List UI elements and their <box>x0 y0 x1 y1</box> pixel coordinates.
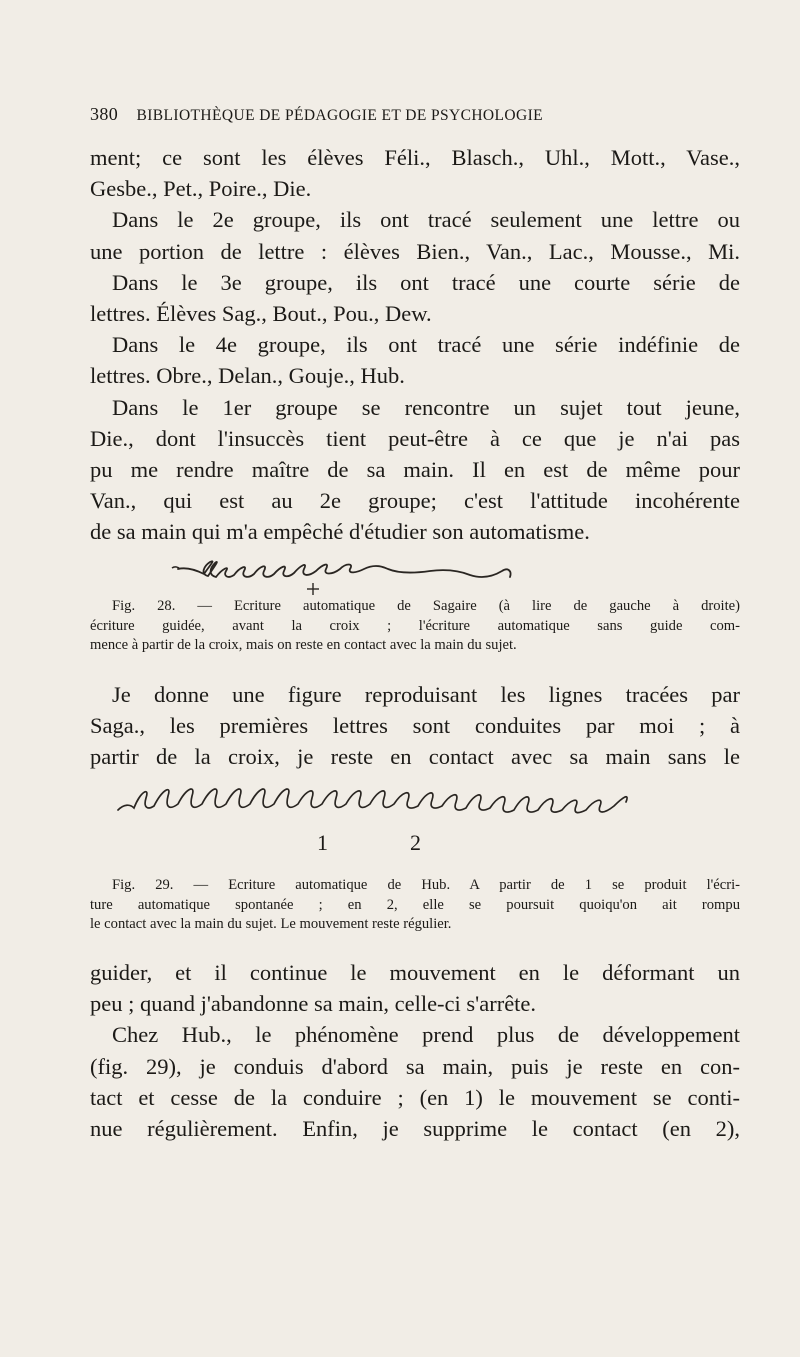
text-line: Saga., les premières lettres sont conduites par moi ; à <box>90 713 740 739</box>
text-line: Chez Hub., le phénomène prend plus de développement <box>112 1022 740 1048</box>
text-line: tact et cesse de la conduire ; (en 1) le mouvement se conti- <box>90 1084 740 1110</box>
figure-29-label-2: 2 <box>410 830 421 855</box>
caption-line: ture automatique spontanée ; en 2, elle se poursuit quoiqu'on ait rompu <box>90 896 740 913</box>
text-line: partir de la croix, je reste en contact avec sa main sans le <box>90 744 740 770</box>
text-line: lettres. Élèves Sag., Bout., Pou., Dew. <box>90 301 432 327</box>
paragraph-block-2 <box>90 679 740 773</box>
text-line: (fig. 29), je conduis d'abord sa main, puis je reste en con- <box>90 1053 740 1079</box>
text-line: nue régulièrement. Enfin, je supprime le contact (en 2), <box>90 1116 740 1142</box>
text-line: peu ; quand j'abandonne sa main, celle-ci s'arrête. <box>90 991 537 1017</box>
running-header <box>90 104 740 125</box>
text-line: Van., qui est au 2e groupe; c'est l'attitude incohérente <box>90 488 740 514</box>
text-line: lettres. Obre., Delan., Gouje., Hub. <box>90 363 405 389</box>
paragraph-block-1 <box>90 142 740 548</box>
handwriting-figure-29 <box>110 782 670 832</box>
figure-28-caption <box>90 597 740 656</box>
figure-29-caption <box>90 876 740 935</box>
caption-line: Fig. 28. — Ecriture automatique de Sagaire (à lire de gauche à droite) <box>112 598 740 614</box>
text-line: Gesbe., Pet., Poire., Die. <box>90 176 312 202</box>
figure-29-label-1: 1 <box>317 830 328 855</box>
handwriting-trace <box>178 561 511 577</box>
page-number: 380 <box>90 104 119 124</box>
text-line: Dans le 2e groupe, ils ont tracé seulement une lettre ou <box>112 207 740 233</box>
handwriting-trace <box>118 789 627 813</box>
text-line: Dans le 4e groupe, ils ont tracé une série indéfinie de <box>112 332 740 358</box>
caption-line: mence à partir de la croix, mais on reste en contact avec la main du sujet. <box>90 637 517 654</box>
text-line: Je donne une figure reproduisant les lignes tracées par <box>112 682 740 707</box>
text-line: ment; ce sont les élèves Féli., Blasch., Uhl., Mott., Vase., <box>90 145 740 170</box>
cross-mark-icon <box>307 583 319 595</box>
text-line: de sa main qui m'a empêché d'étudier son automatisme. <box>90 519 590 545</box>
text-line: Dans le 3e groupe, ils ont tracé une courte série de <box>112 269 740 295</box>
caption-line: écriture guidée, avant la croix ; l'écriture automatique sans guide com- <box>90 617 740 634</box>
text-line: Dans le 1er groupe se rencontre un sujet tout jeune, <box>112 394 740 420</box>
caption-line: Fig. 29. — Ecriture automatique de Hub. A partir de 1 se produit l'écri- <box>112 877 740 893</box>
paragraph-block-3 <box>90 957 740 1144</box>
running-title: BIBLIOTHÈQUE DE PÉDAGOGIE ET DE PSYCHOLOGIE <box>136 107 544 124</box>
caption-line: le contact avec la main du sujet. Le mouvement reste régulier. <box>90 916 452 933</box>
text-line: une portion de lettre : élèves Bien., Van., Lac., Mousse., Mi. <box>90 238 740 264</box>
trace-start-stroke <box>172 567 180 569</box>
text-line: pu me rendre maître de sa main. Il en est de même pour <box>90 457 740 483</box>
text-line: guider, et il continue le mouvement en le déformant un <box>90 960 740 985</box>
text-line: Die., dont l'insuccès tient peut-être à ce que je n'ai pas <box>90 425 740 451</box>
